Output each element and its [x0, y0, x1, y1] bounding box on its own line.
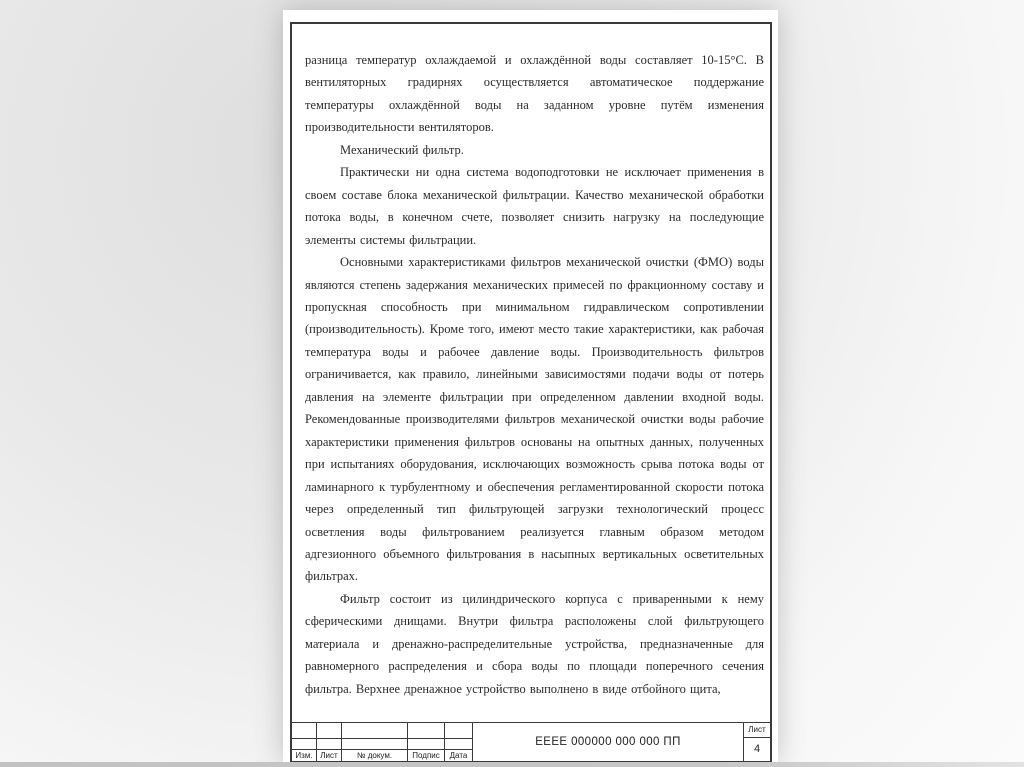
paragraph: Основными характеристиками фильтров механической очистки (ФМО) воды являются степень задержания механических примесей по фракционному составу и пропускная способность при минимальном гидравлическом сопротивлении (производительность). Кроме того, имеют место такие характеристики, как рабочая температура воды и рабочее давление воды. Производительность фильтров ограничивается, как правило, линейными зависимостями подачи воды от потерь давления на элементе фильтрации при определенном давлении входной воды. Рекомендованные производителями фильтров механической очистки воды рабочие характеристики применения фильтров основаны на опытных данных, полученных при испытаниях оборудования, исключающих возможность срыва потока воды от ламинарного к турбулентному и обеспечения регламентированной скорости потока через определенный тип фильтрующей загрузки технологический процесс осветления воды фильтрованием реализуется главным образом методом адгезионного объемного фильтрования в насыпных вертикальных осветительных фильтрах. [305, 255, 764, 584]
document-text [292, 24, 770, 721]
title-block-cell [445, 738, 473, 749]
title-block-cell [292, 738, 317, 749]
page-frame [290, 22, 772, 763]
title-block-cell [408, 738, 445, 749]
title-block-label: Лист [317, 749, 342, 762]
title-block-cell [342, 723, 408, 738]
title-block-label: Подпис [408, 749, 445, 762]
title-block-cell [317, 738, 342, 749]
title-block-label: Дата [445, 749, 473, 762]
paragraph: Практически ни одна система водоподготовки не исключает применения в своем составе блока механической фильтрации. Качество механической обработки потока воды, в конечном счете, позволяет снизить нагрузку на последующие элементы системы фильтрации. [305, 165, 764, 247]
bottom-edge-strip [0, 762, 1024, 767]
sheet-label: Лист [744, 723, 770, 738]
paragraph: Механический фильтр. [340, 142, 464, 157]
title-block-cell [292, 723, 317, 738]
title-block-cell [317, 723, 342, 738]
title-block-label: Изм. [292, 749, 317, 762]
title-block-label: № докум. [342, 749, 408, 762]
title-block-left-grid [292, 723, 473, 761]
paragraph: Фильтр состоит из цилиндрического корпуса с приваренными к нему сферическими днищами. Внутри фильтра расположены слой фильтрующего материала и дренажно-распределительные устройства, предназначенные для равномерного распределения и сбора воды по площади поперечного сечения фильтра. Верхнее дренажное устройство выполнено в виде отбойного щита, [305, 591, 764, 696]
title-block-cell [342, 738, 408, 749]
title-block [292, 722, 770, 761]
title-block-cell [445, 723, 473, 738]
document-page [283, 10, 778, 763]
title-block-cell [408, 723, 445, 738]
sheet-cell [743, 723, 770, 761]
document-code: ЕЕЕЕ 000000 000 000 ПП [535, 736, 681, 748]
paragraph: разница температур охлаждаемой и охлаждённой воды составляет 10-15°С. В вентиляторных градирнях осуществляется автоматическое поддержание температуры охлаждённой воды на заданном уровне путём изменения производительности вентиляторов. [305, 53, 764, 135]
sheet-number: 4 [753, 743, 761, 756]
